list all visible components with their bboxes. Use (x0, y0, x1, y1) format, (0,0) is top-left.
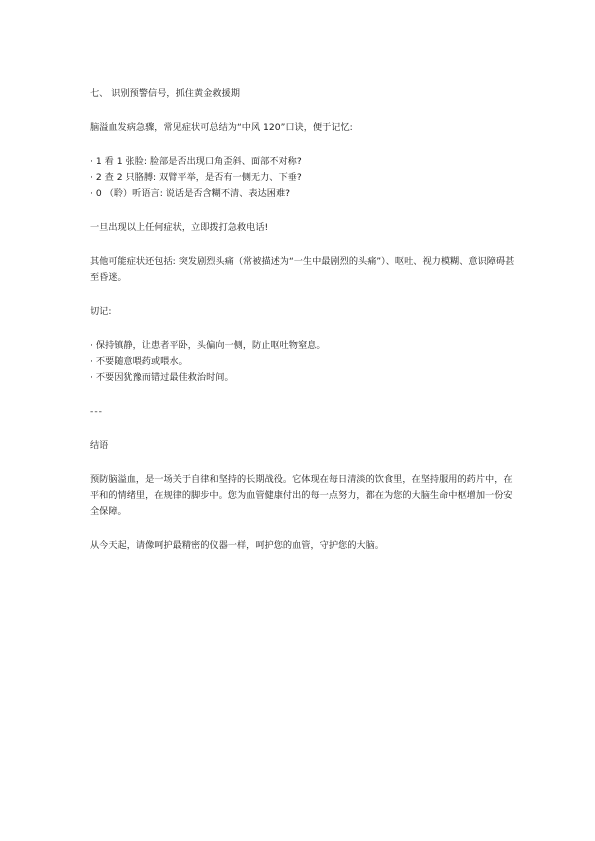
document-body (90, 86, 515, 554)
list-item: · 不要随意喂药或喂水。 (90, 356, 188, 367)
conclusion-heading: 结语 (90, 440, 109, 451)
list-item: · 1 看 1 张脸: 脸部是否出现口角歪斜、面部不对称? (90, 156, 302, 167)
closing-paragraph: 从今天起，请像呵护最精密的仪器一样，呵护您的血管，守护您的大脑。 (90, 540, 384, 551)
list-item: · 不要因犹豫而错过最佳救治时间。 (90, 372, 234, 383)
section-divider: --- (90, 406, 103, 417)
section-heading: 七、 识别预警信号，抓住黄金救援期 (90, 88, 240, 99)
list-item: · 0 （聆）听语言: 说话是否含糊不清、表达困难? (90, 188, 291, 199)
call-to-action: 一旦出现以上任何症状，立即拨打急救电话! (90, 222, 269, 233)
remember-label: 切记: (90, 306, 112, 317)
remember-list (90, 338, 515, 386)
other-symptoms-paragraph: 其他可能症状还包括: 突发剧烈头痛（常被描述为“一生中最剧烈的头痛”）、呕吐、视力模糊、意识障碍甚至昏迷。 (90, 256, 515, 283)
list-item: · 保持镇静，让患者平卧，头偏向一侧，防止呕吐物窒息。 (90, 340, 326, 351)
conclusion-paragraph: 预防脑溢血，是一场关于自律和坚持的长期战役。它体现在每日清淡的饮食里，在坚持服用的药片中，在平和的情绪里，在规律的脚步中。您为血管健康付出的每一点努力，都在为您的大脑生命中枢增加一份安全保障。 (90, 474, 513, 517)
intro-paragraph: 脑溢血发病急骤，常见症状可总结为“中风 120”口诀，便于记忆: (90, 122, 353, 133)
mnemonic-list (90, 154, 515, 202)
list-item: · 2 查 2 只胳膊: 双臂平举，是否有一侧无力、下垂? (90, 172, 302, 183)
